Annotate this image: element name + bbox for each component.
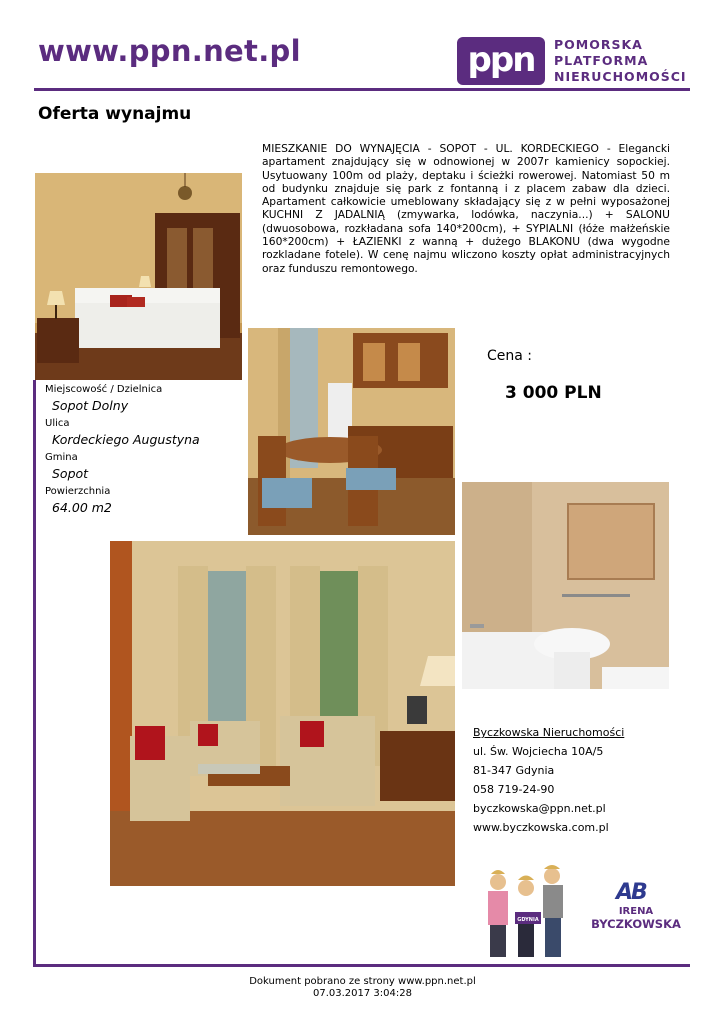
offer-description: MIESZKANIE DO WYNAJĘCIA - SOPOT - UL. KORDECKIEGO - Elegancki apartament znajdujący się w odnowionej w 2007r kamienicy sopockiej. Usytuowany 100m od plaży, deptaku i ścieżki rowerowej. Natomiast 50 m od budynku znajduje się park z fontanną i z placem zabaw dla dzieci. Apartament całkowicie umeblowany składający się z w pełni wyposażonej KUCHNI Z JADALNIĄ (zmywarka, lodówka, naczynia...) + SALONU (dwuosobowa, rozkładana sofa 140*200cm), + SYPIALNI (łóże małżeńskie 160*200cm) + ŁAZIENKI z wanną + dużego BLAKONU (dwa wygodne rozkladane fotele). W cenę najmu wliczono koszty opłat administracyjnych oraz funduszu remontowego. [262,142,670,275]
street-value: Kordeckiego Augustyna [52,432,200,447]
site-url[interactable]: www.ppn.net.pl [38,34,301,68]
offer-title: Oferta wynajmu [38,104,192,124]
brand-last-name: BYCZKOWSKA [591,917,681,931]
living-room-photo [110,541,455,886]
agency-contact [473,723,624,837]
agency-phone: 058 719-24-90 [473,783,555,796]
left-divider [33,380,36,966]
kitchen-photo [248,328,455,535]
price-value: 3 000 PLN [505,383,602,403]
price-label: Cena : [487,348,533,364]
agency-name-link[interactable]: Byczkowska Nieruchomości [473,726,625,739]
ppn-logo [457,37,687,87]
area-value: 64.00 m2 [52,500,112,515]
agency-street: ul. Św. Wojciecha 10A/5 [473,745,604,758]
commune-value: Sopot [52,466,89,481]
bedroom-photo [35,173,242,380]
agency-city: 81-347 Gdynia [473,764,555,777]
district-label: Miejscowość / Dzielnica [45,384,163,395]
agency-website[interactable]: www.byczkowska.com.pl [473,821,609,834]
brand-mark: AB [616,880,646,905]
area-label: Powierzchnia [45,486,111,497]
street-label: Ulica [45,418,70,429]
byczkowska-logo [588,880,684,936]
footer-timestamp: 07.03.2017 3:04:28 [313,988,412,999]
ppn-logo-text [554,37,687,85]
footer-source: Dokument pobrano ze strony www.ppn.net.pl [249,976,476,987]
ppn-logo-mark: ppn [457,37,545,85]
page-footer [0,976,725,1000]
logo-line-2: PLATFORMA [554,53,649,68]
district-value: Sopot Dolny [52,398,129,413]
footer-divider [33,964,690,967]
bathroom-photo [462,482,669,689]
commune-label: Gmina [45,452,78,463]
header-divider [34,88,690,91]
logo-line-3: NIERUCHOMOŚCI [554,69,687,84]
agents-photo [482,862,570,960]
property-facts [45,383,245,519]
logo-line-1: POMORSKA [554,37,643,52]
agents-sign-text: GDYNIA [517,917,539,923]
agency-email[interactable]: byczkowska@ppn.net.pl [473,802,606,815]
brand-first-name: IRENA [618,906,654,917]
